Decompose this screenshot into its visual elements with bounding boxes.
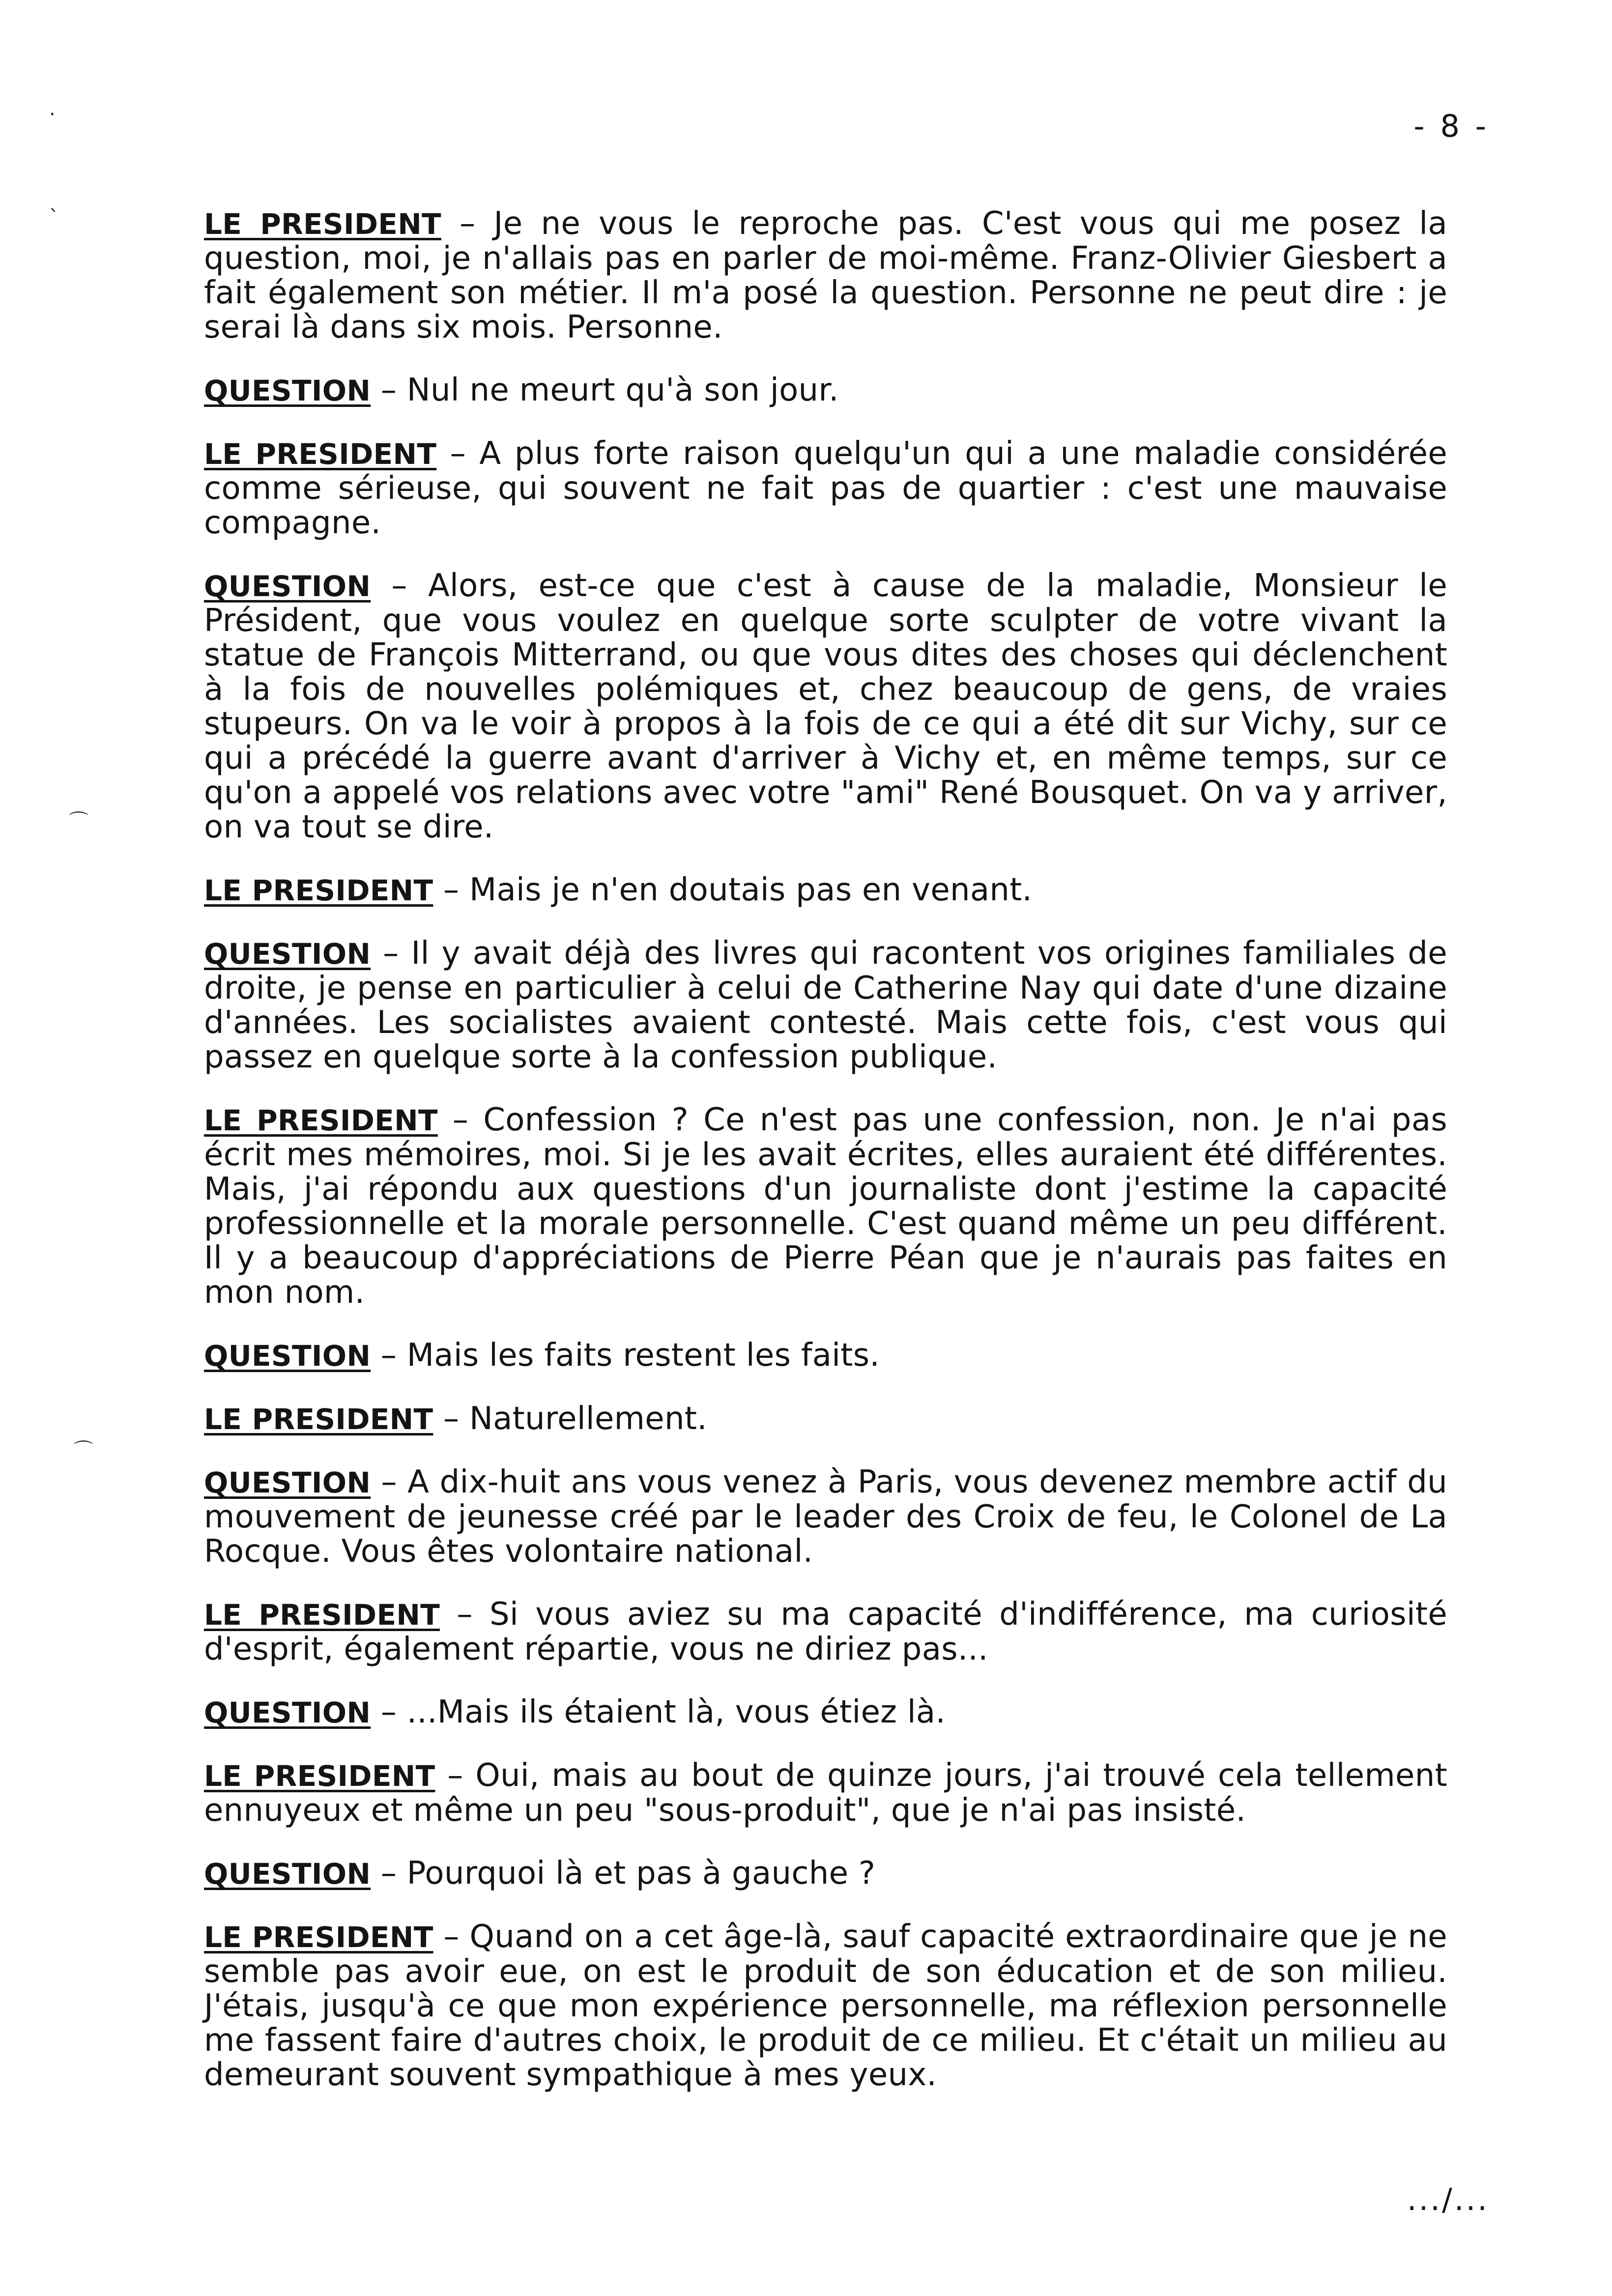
speaker-label: LE PRESIDENT xyxy=(204,1403,433,1436)
speaker-label: QUESTION xyxy=(204,937,371,971)
margin-mark: ⌒ xyxy=(74,1439,93,1462)
speaker-label: QUESTION xyxy=(204,1857,371,1891)
turn-text: A dix-huit ans vous venez à Paris, vous devenez membre actif du mouvement de jeunesse créé par le leader des Croix de feu, le Colonel de La Rocque. Vous êtes volontaire national. xyxy=(204,1464,1447,1570)
transcript-turn xyxy=(204,1597,1447,1666)
separator: – xyxy=(433,1919,470,1955)
turn-text: ...Mais ils étaient là, vous étiez là. xyxy=(406,1694,946,1730)
turn-text: Alors, est-ce que c'est à cause de la maladie, Monsieur le Président, que vous voulez en quelque sorte sculpter de votre vivant la statue de François Mitterrand, ou que vous dites des choses qui déclenchent à la fois de nouvelles polémiques et, chez beaucoup de gens, de vraies stupeurs. On va le voir à propos à la fois de ce qui a été dit sur Vichy, sur ce qui a précédé la guerre avant d'arriver à Vichy et, en même temps, sur ce qu'on a appelé vos relations avec votre "ami" René Bousquet. On va y arriver, on va tout se dire. xyxy=(204,568,1447,845)
speaker-label: LE PRESIDENT xyxy=(204,207,441,241)
turn-text: Quand on a cet âge-là, sauf capacité extraordinaire que je ne semble pas avoir eue, on est le produit de son éducation et de son milieu. J'étais, jusqu'à ce que mon expérience personnelle, ma réflexion personnelle me fassent faire d'autres choix, le produit de ce milieu. Et c'était un milieu au demeurant souvent sympathique à mes yeux. xyxy=(204,1919,1447,2093)
speaker-label: LE PRESIDENT xyxy=(204,1104,438,1137)
turn-text: Je ne vous le reproche pas. C'est vous qui me posez la question, moi, je n'allais pas en parler de moi-même. Franz-Olivier Giesbert a fait également son métier. Il m'a posé la question. Personne ne peut dire : je serai là dans six mois. Personne. xyxy=(204,205,1447,345)
transcript-turn xyxy=(204,1695,1447,1730)
separator: – xyxy=(433,872,469,908)
separator: – xyxy=(371,568,428,604)
transcript-turn xyxy=(204,1920,1447,2092)
separator: – xyxy=(371,1464,408,1500)
transcript-turn xyxy=(204,873,1447,908)
turn-text: Pourquoi là et pas à gauche ? xyxy=(406,1855,876,1892)
transcript-turn xyxy=(204,206,1447,344)
turn-text: Oui, mais au bout de quinze jours, j'ai trouvé cela tellement ennuyeux et même un peu "sous-produit", que je n'ai pas insisté. xyxy=(204,1757,1447,1829)
separator: – xyxy=(433,1401,469,1437)
separator: – xyxy=(435,1757,476,1794)
separator: – xyxy=(436,435,480,472)
turn-text: Nul ne meurt qu'à son jour. xyxy=(406,372,839,408)
transcript-body xyxy=(204,206,1447,2121)
separator: – xyxy=(440,1596,490,1633)
separator: – xyxy=(371,935,411,972)
turn-text: Confession ? Ce n'est pas une confession, non. Je n'ai pas écrit mes mémoires, moi. Si je les avait écrites, elles auraient été différentes. Mais, j'ai répondu aux questions d'un journaliste dont j'estime la capacité professionnelle et la morale personnelle. C'est quand même un peu différent. Il y a beaucoup d'appréciations de Pierre Péan que je n'aurais pas faites en mon nom. xyxy=(204,1102,1447,1311)
speaker-label: QUESTION xyxy=(204,1696,371,1729)
separator: – xyxy=(437,1102,484,1138)
margin-mark: ⌒ xyxy=(69,810,88,833)
speaker-label: QUESTION xyxy=(204,1466,371,1499)
transcript-turn xyxy=(204,1758,1447,1828)
speaker-label: QUESTION xyxy=(204,374,371,407)
transcript-turn xyxy=(204,1402,1447,1436)
speaker-label: LE PRESIDENT xyxy=(204,1598,440,1632)
transcript-turn xyxy=(204,436,1447,540)
transcript-turn xyxy=(204,1103,1447,1310)
transcript-turn xyxy=(204,1465,1447,1569)
speaker-label: QUESTION xyxy=(204,1339,371,1373)
transcript-turn xyxy=(204,936,1447,1074)
margin-mark: · xyxy=(49,103,56,126)
turn-text: A plus forte raison quelqu'un qui a une maladie considérée comme sérieuse, qui souvent ne fait pas de quartier : c'est une mauvaise compagne. xyxy=(204,435,1447,541)
turn-text: Naturellement. xyxy=(469,1401,707,1437)
separator: – xyxy=(371,1855,407,1892)
speaker-label: LE PRESIDENT xyxy=(204,1921,433,1954)
page-number: - 8 - xyxy=(1413,108,1489,144)
transcript-turn xyxy=(204,1856,1447,1891)
speaker-label: LE PRESIDENT xyxy=(204,874,433,907)
transcript-turn xyxy=(204,373,1447,408)
margin-mark: ` xyxy=(49,206,59,229)
separator: – xyxy=(371,1337,407,1374)
continuation-mark: .../... xyxy=(1407,2181,1489,2217)
speaker-label: LE PRESIDENT xyxy=(204,1759,435,1793)
separator: – xyxy=(371,372,407,408)
turn-text: Mais je n'en doutais pas en venant. xyxy=(469,872,1033,908)
transcript-turn xyxy=(204,569,1447,844)
separator: – xyxy=(441,205,494,242)
transcript-turn xyxy=(204,1338,1447,1373)
turn-text: Mais les faits restent les faits. xyxy=(406,1337,880,1374)
turn-text: Il y avait déjà des livres qui racontent vos origines familiales de droite, je pense en particulier à celui de Catherine Nay qui date d'une dizaine d'années. Les socialistes avaient contesté. Mais cette fois, c'est vous qui passez en quelque sorte à la confession publique. xyxy=(204,935,1447,1075)
speaker-label: QUESTION xyxy=(204,570,371,603)
separator: – xyxy=(371,1694,407,1730)
speaker-label: LE PRESIDENT xyxy=(204,437,437,471)
turn-text: Si vous aviez su ma capacité d'indifférence, ma curiosité d'esprit, également répartie, vous ne diriez pas... xyxy=(204,1596,1447,1667)
